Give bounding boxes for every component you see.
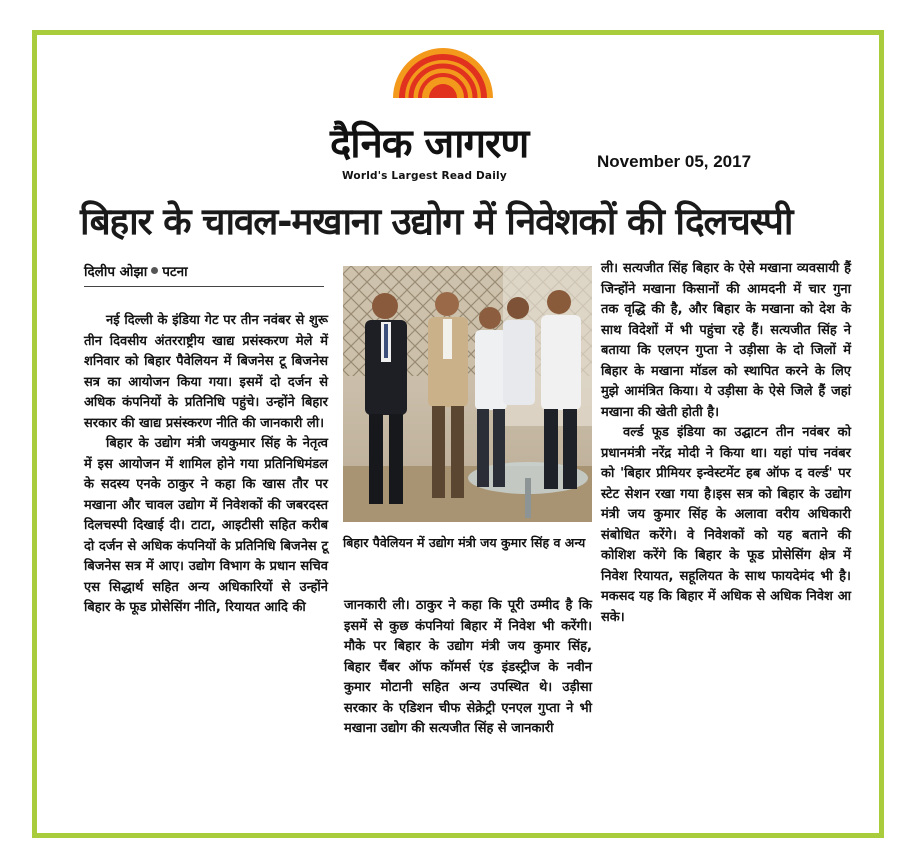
article-column-1	[84, 311, 328, 619]
paragraph: जानकारी ली। ठाकुर ने कहा कि पूरी उम्मीद है कि इसमें से कुछ कंपनियां बिहार में निवेश भी करेंगी। मौके पर बिहार के उद्योग मंत्री जय कुमार सिंह, बिहार चैंबर ऑफ कॉमर्स एंड इंडस्ट्रीज के नवीन कुमार मोटानी सहित अन्य उपस्थित थे। उड़ीसा सरकार के एडिशन चीफ सेक्रेट्री एनएल गुप्ता ने भी मखाना उद्योग की सत्यजीत सिंह से जानकारी	[344, 598, 592, 736]
article-photo	[343, 266, 592, 522]
publication-date: November 05, 2017	[597, 152, 752, 171]
bullet-dot-icon	[151, 267, 158, 274]
paragraph: वर्ल्ड फूड इंडिया का उद्घाटन तीन नवंबर को प्रधानमंत्री नरेंद्र मोदी ने किया था। यहां पांच नवंबर को 'बिहार प्रीमियर इन्वेस्टमेंट हब ऑफ द वर्ल्ड' पर स्टेट सेशन रखा गया है।इस सत्र को बिहार के उद्योग मंत्री जय कुमार सिंह के अलावा वरीय अधिकारी संबोधित करेंगे। वे निवेशकों को यह बताने की कोशिश करेंगे कि बिहार के फूड प्रोसेसिंग क्षेत्र में निवेश रियायत, सहूलियत के साथ फायदेमंद भी है। मकसद यह कि बिहार में अधिक से अधिक निवेश आ सके।	[601, 425, 851, 625]
newspaper-masthead: दैनिक जागरण	[330, 121, 529, 167]
article-column-2	[344, 596, 592, 740]
byline	[84, 262, 324, 287]
paragraph: बिहार के उद्योग मंत्री जयकुमार सिंह के नेतृत्व में इस आयोजन में शामिल होने गया प्रतिनिधिमंडल के सदस्य एनके ठाकुर ने कहा कि खास तौर पर मखाना और चावल उद्योग में निवेशकों की जबरदस्त दिलचस्पी दिखाई दी। टाटा, आइटीसी सहित करीब दो दर्जन से अधिक कंपनियों के प्रतिनिधि बिजनेस टू बिजनेस सत्र में आए। उद्योग विभाग के प्रधान सचिव एस सिद्धार्थ सहित अन्य अधिकारियों से उन्होंने बिहार के फूड प्रोसेसिंग नीति, रियायत आदि की	[84, 436, 328, 615]
paragraph: ली। सत्यजीत सिंह बिहार के ऐसे मखाना व्यवसायी हैं जिन्होंने मखाना किसानों की आमदनी में चार गुना तक वृद्धि की है, और बिहार के मखाना को देश के साथ विदेशों में भी पहुंचा रहे हैं। सत्यजीत सिंह ने बताया कि एलएन गुप्ता ने उड़ीसा के दो जिलों में बिहार के मखाना मॉडल को स्थापित करने के लिए मुझे आमंत्रित किया। ये उड़ीसा के ऐसे जिले हैं जहां मखाना की खेती होती है।	[601, 261, 851, 420]
paragraph: नई दिल्ली के इंडिया गेट पर तीन नवंबर से शुरू तीन दिवसीय अंतरराष्ट्रीय खाद्य प्रसंस्करण मेले में शनिवार को बिहार पैवेलियन में बिजनेस टू बिजनेस सत्र का आयोजन किया गया। इसमें दो दर्जन से अधिक कंपनियों के प्रतिनिधि पहुंचे। उन्होंने बिहार सरकार की खाद्य प्रसंस्करण नीति की जानकारी ली।	[84, 313, 328, 431]
article-column-3	[601, 259, 851, 628]
photo-image	[343, 266, 592, 522]
byline-place: पटना	[162, 264, 188, 280]
sun-logo-icon	[388, 40, 498, 102]
masthead-tagline: World's Largest Read Daily	[342, 170, 507, 182]
byline-author: दिलीप ओझा	[84, 264, 148, 280]
article-headline: बिहार के चावल-मखाना उद्योग में निवेशकों की दिलचस्पी	[80, 200, 793, 243]
photo-caption: बिहार पैवेलियन में उद्योग मंत्री जय कुमार सिंह व अन्य	[343, 535, 586, 550]
